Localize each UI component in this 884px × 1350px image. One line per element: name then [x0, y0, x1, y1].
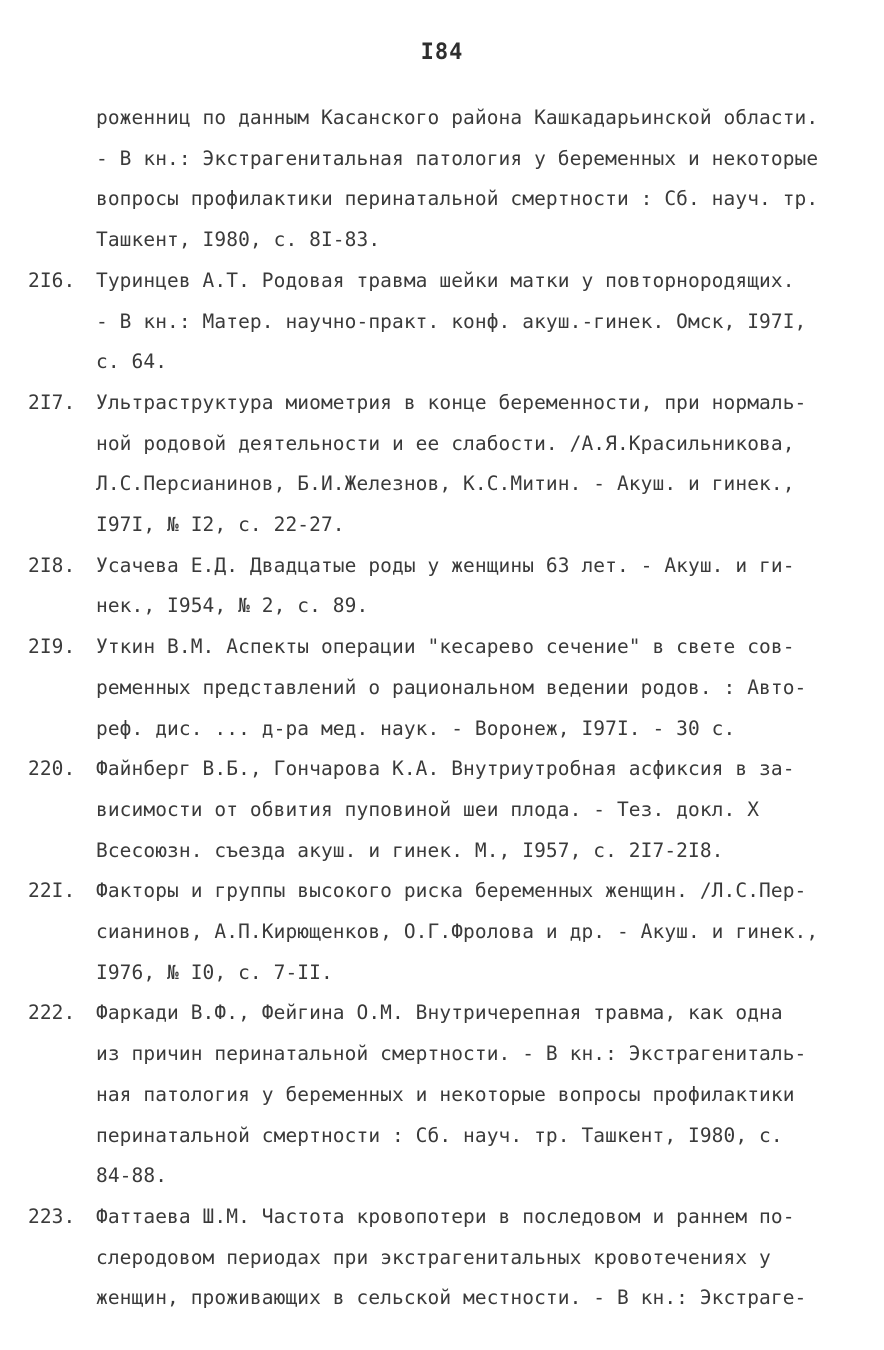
bibliography-entry: [0, 98, 884, 261]
entry-text-line: Фаркади В.Ф., Фейгина О.М. Внутричерепная травма, как одна: [96, 1001, 783, 1025]
entry-text-line: женщин, проживающих в сельской местности. - В кн.: Экстраге-: [96, 1286, 807, 1310]
entry-text-line: с. 64.: [96, 350, 168, 374]
entry-text-line: - В кн.: Матер. научно-практ. конф. акуш.-гинек. Омск, I97I,: [96, 309, 807, 333]
bibliography-entry: [0, 871, 884, 993]
bibliography-entry: [0, 261, 884, 383]
entry-text-line: ной родовой деятельности и ее слабости. /А.Я.Красильникова,: [96, 431, 795, 455]
entry-text-line: слеродовом периодах при экстрагенитальных кровотечениях у: [96, 1245, 771, 1269]
entry-text-line: Усачева Е.Д. Двадцатые роды у женщины 63 лет. - Акуш. и ги-: [96, 553, 795, 577]
entry-number: 2I6.: [28, 268, 76, 292]
page-number: I84: [420, 40, 464, 65]
entry-text-line: Туринцев А.Т. Родовая травма шейки матки у повторнородящих.: [96, 268, 795, 292]
entry-number: 2I8.: [28, 553, 76, 577]
entry-text-line: висимости от обвития пуповиной шеи плода. - Тез. докл. X: [96, 797, 760, 821]
bibliography-entry: [0, 993, 884, 1197]
entry-text-line: Всесоюзн. съезда акуш. и гинек. М., I957, с. 2I7-2I8.: [96, 838, 724, 862]
bibliography-list: [0, 98, 884, 1319]
entry-number: 2I9.: [28, 635, 76, 659]
entry-text-line: Л.С.Персианинов, Б.И.Железнов, К.С.Митин. - Акуш. и гинек.,: [96, 472, 795, 496]
entry-text-line: - В кн.: Экстрагенитальная патология у беременных и некоторые: [96, 146, 819, 170]
entry-number: 220.: [28, 757, 76, 781]
entry-number: 222.: [28, 1001, 76, 1025]
entry-number: 2I7.: [28, 390, 76, 414]
bibliography-entry: [0, 1197, 884, 1319]
entry-text-line: 84-88.: [96, 1164, 168, 1188]
entry-text-line: Фаттаева Ш.М. Частота кровопотери в последовом и раннем по-: [96, 1204, 795, 1228]
entry-text-line: Факторы и группы высокого риска беременных женщин. /Л.С.Пер-: [96, 879, 807, 903]
entry-text-line: нек., I954, № 2, с. 89.: [96, 594, 369, 618]
entry-text-line: Файнберг В.Б., Гончарова К.А. Внутриутробная асфиксия в за-: [96, 757, 795, 781]
entry-text-line: перинатальной смертности : Сб. науч. тр. Ташкент, I980, с.: [96, 1123, 783, 1147]
entry-text-line: ременных представлений о рациональном ведении родов. : Авто-: [96, 675, 807, 699]
entry-text-line: Уткин В.М. Аспекты операции "кесарево сечение" в свете сов-: [96, 635, 795, 659]
bibliography-entry: [0, 627, 884, 749]
bibliography-entry: [0, 383, 884, 546]
bibliography-entry: [0, 546, 884, 627]
entry-number: 223.: [28, 1204, 76, 1228]
entry-text-line: Ультраструктура миометрия в конце беременности, при нормаль-: [96, 390, 807, 414]
entry-text-line: сианинов, А.П.Кирющенков, О.Г.Фролова и др. - Акуш. и гинек.,: [96, 920, 819, 944]
entry-text-line: I976, № I0, с. 7-II.: [96, 960, 333, 984]
entry-text-line: I97I, № I2, с. 22-27.: [96, 513, 345, 537]
entry-text-line: из причин перинатальной смертности. - В кн.: Экстрагениталь-: [96, 1042, 807, 1066]
bibliography-entry: [0, 749, 884, 871]
entry-text-line: роженниц по данным Касанского района Кашкадарьинской области.: [96, 106, 819, 129]
entry-number: 22I.: [28, 879, 76, 903]
entry-text-line: реф. дис. ... д-ра мед. наук. - Воронеж, I97I. - 30 с.: [96, 716, 736, 740]
entry-text-line: ная патология у беременных и некоторые вопросы профилактики: [96, 1082, 795, 1106]
entry-text-line: Ташкент, I980, с. 8I-83.: [96, 228, 381, 252]
entry-text-line: вопросы профилактики перинатальной смертности : Сб. науч. тр.: [96, 187, 819, 211]
